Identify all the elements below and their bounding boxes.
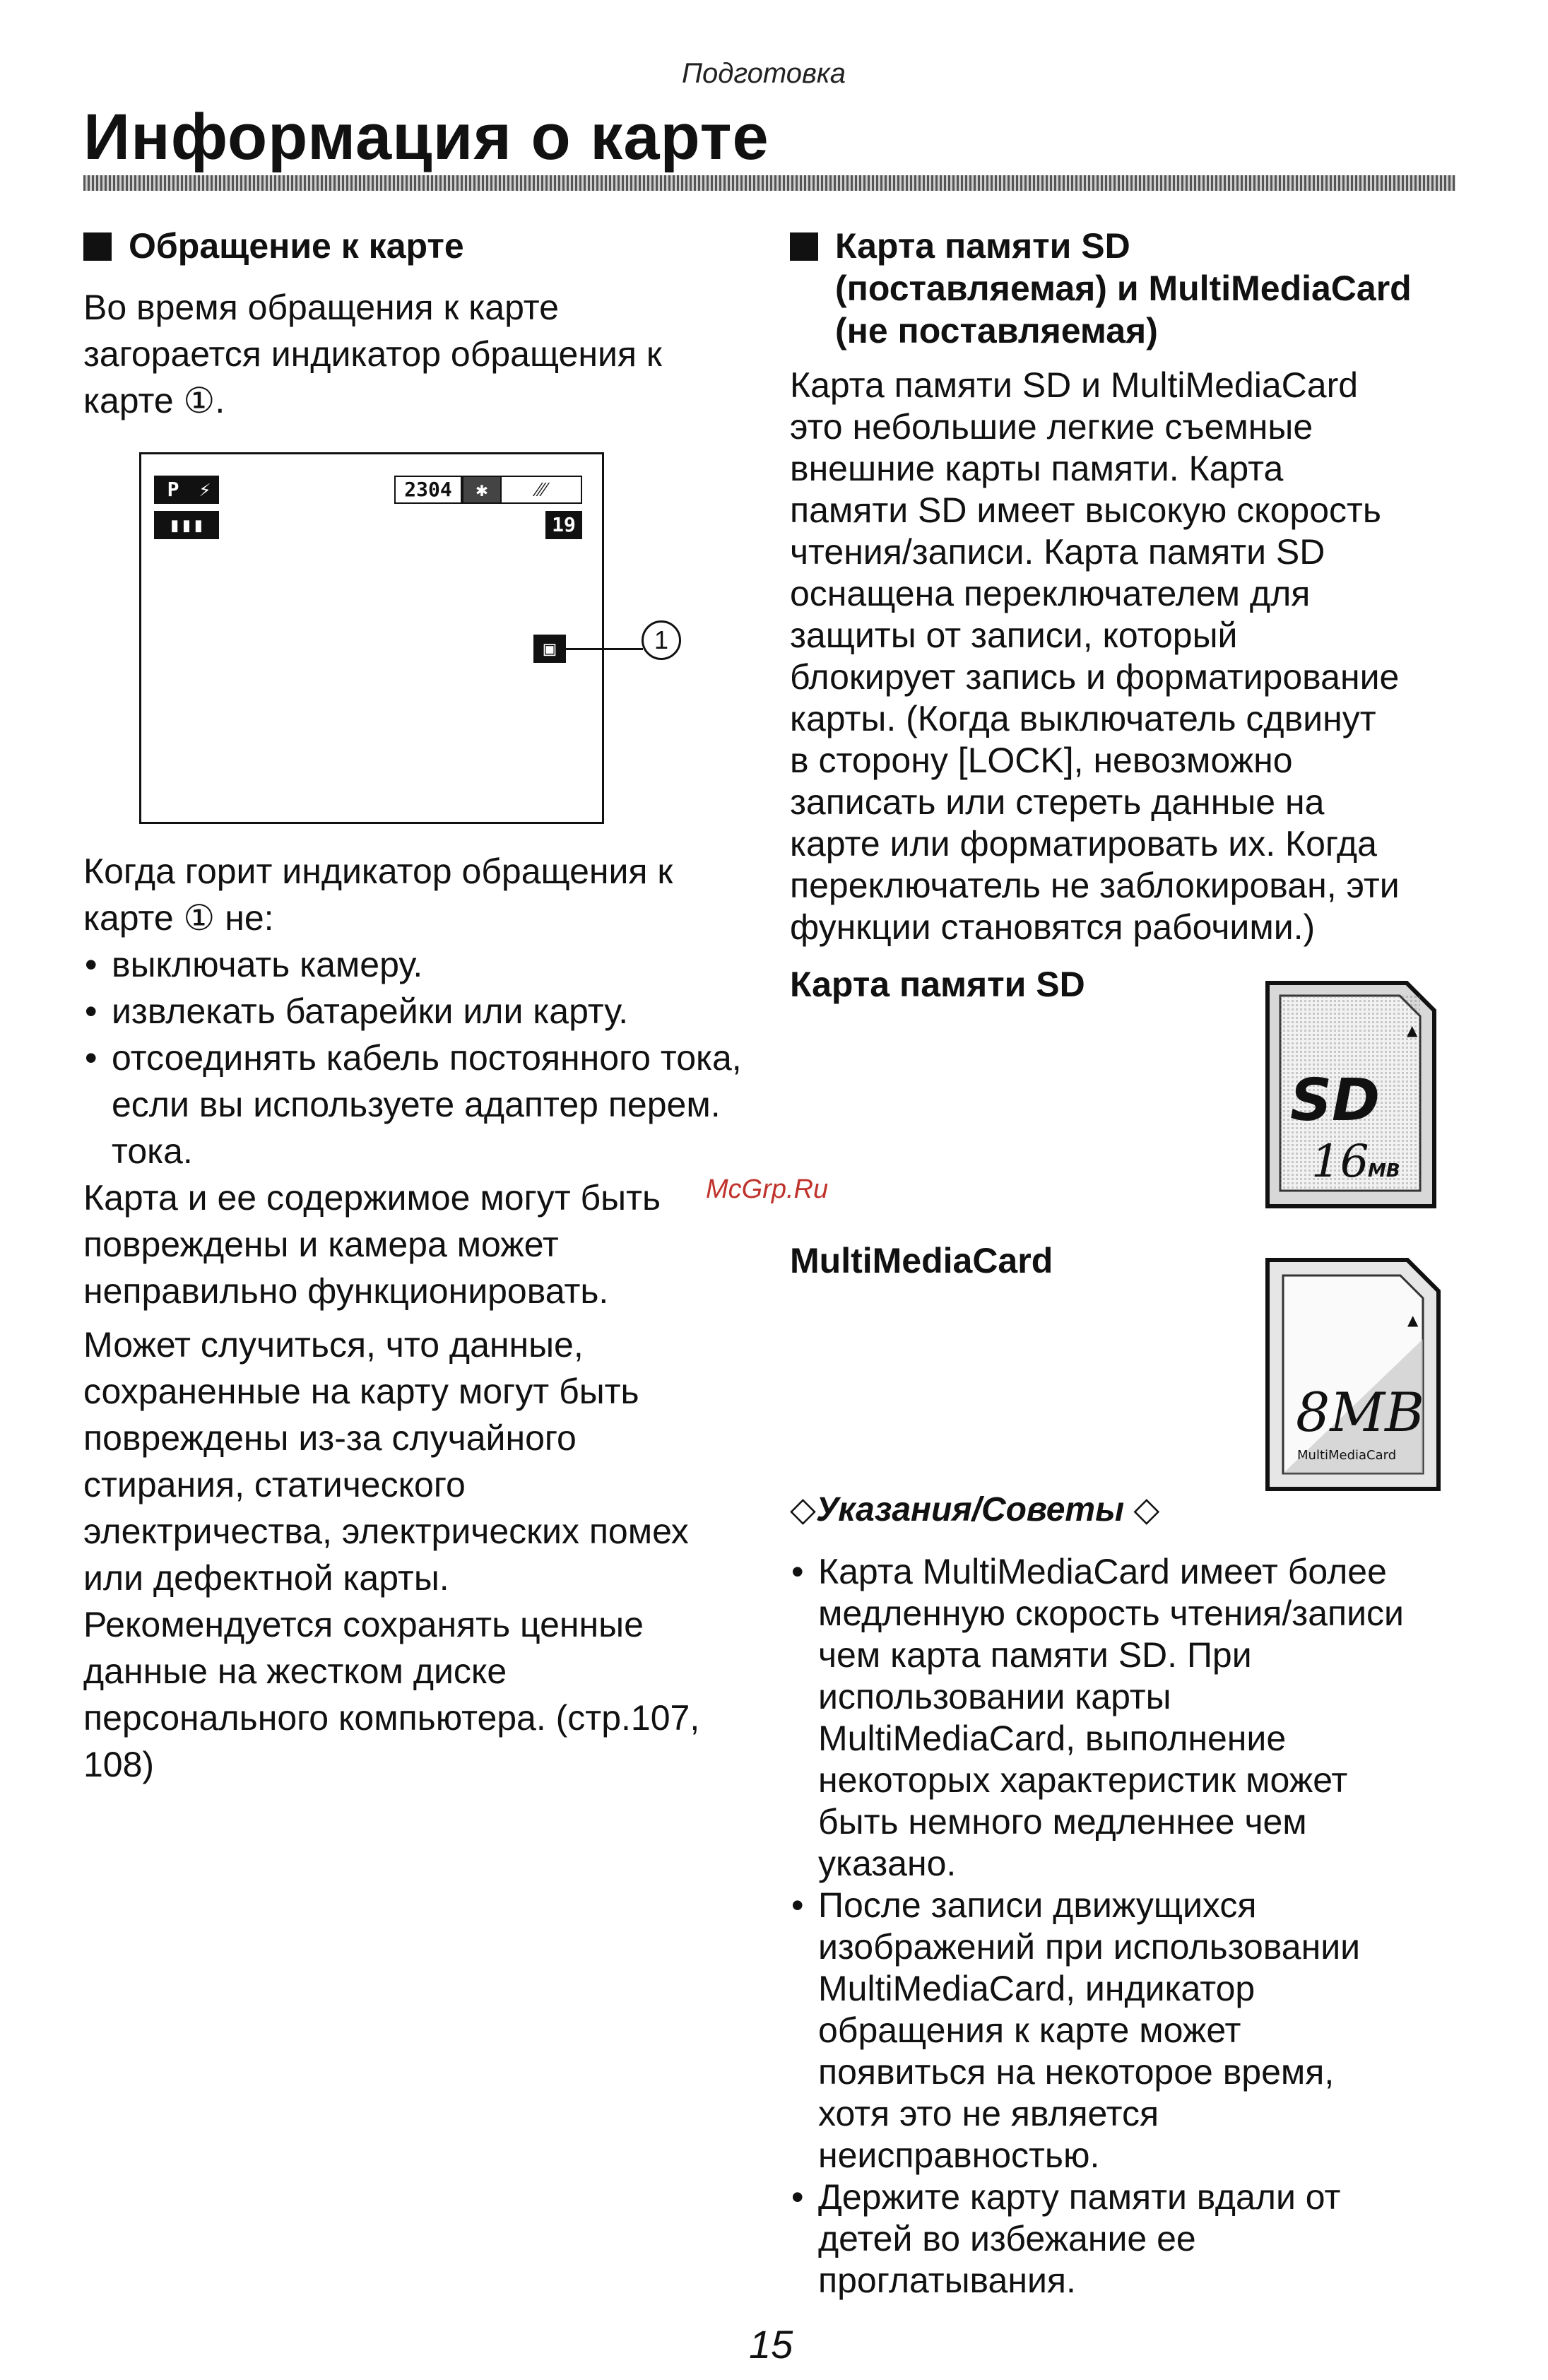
lock-arrow-icon: ▲ [1407,1022,1418,1039]
section-label: Подготовка [682,58,846,89]
sd-logo: SD [1290,1067,1381,1134]
callout-line [565,648,643,650]
mmc-card-illustration [1262,1254,1444,1495]
page-title: Информация о карте [83,101,769,173]
warning-list [83,941,755,1174]
access-intro: Во время обращения к карте загорается индикатор обращения к карте ①. [83,288,662,420]
quality-icon: ✱ [462,476,502,504]
sd-capacity: 16 [1311,1136,1369,1188]
image-size-icon: ⁄⁄⁄ [500,476,582,504]
list-item: • После записи движущихся изображений при использовании MultiMediaCard, индикатор обращения к карте может появиться на некоторое время, хотя это не является неисправностью. [791,1885,1361,2175]
sd-card-illustration [1262,979,1438,1212]
callout-marker: 1 [642,620,681,660]
sd-card-label: Карта памяти SD [790,965,1085,1004]
mmc-capacity: 8MB [1296,1381,1425,1444]
card-description: Карта памяти SD и MultiMediaCard это небольшие легкие съемные внешние карты памяти. Карта памяти SD имеет высокую скорость чтения/записи. Карта памяти SD оснащена переключателем для защиты от записи, который блокирует запись и форматирование карты. (Когда выключатель сдвинут в сторону [LOCK], невозможно записать или стереть данные на карте или форматировать их. Когда переключатель не заблокирован, эти функции становятся рабочими.) [790,365,1400,947]
battery-icon: ▮▮▮ [154,511,219,539]
card-access-icon: ▣ [533,635,566,663]
mmc-brand: MultiMediaCard [1297,1448,1397,1463]
mmc-label: MultiMediaCard [790,1241,1053,1280]
camera-screen-illustration [139,452,604,824]
list-item: • Карта MultiMediaCard имеет более медленную скорость чтения/записи чем карта памяти SD. При использовании карты MultiMediaCard, выполнение некоторых характеристик может быть немного медленнее чем указано. [791,1552,1404,1883]
access-heading: Обращение к карте [83,225,464,267]
sd-capacity-unit: MB [1368,1160,1400,1182]
square-bullet-icon [83,232,112,261]
list-item: • отсоединять кабель постоянного тока, если вы используете адаптер перем. тока. [83,1035,755,1174]
warning-block: Когда горит индикатор обращения к карте ① не: • выключать камеру. • извлекать батарейки или карту. • отсоединять кабель постоянного тока, если вы используете адаптер перем. тока. Карта и ее содержимое могут быть повреждены и камера может неправильно функционировать. [83,848,755,1314]
list-item: • извлекать батарейки или карту. [83,988,755,1035]
square-bullet-icon [790,232,818,261]
watermark: McGrp.Ru [706,1174,829,1204]
list-item: • выключать камеру. [83,941,755,988]
resolution-indicator: 2304 [394,476,462,504]
page-number: 15 [749,2322,793,2367]
card-heading: Карта памяти SD (поставляемая) и MultiMediaCard (не поставляемая) [790,225,1496,352]
title-divider [83,175,1455,191]
remaining-shots: 19 [545,511,582,539]
mode-badge: P [154,476,192,504]
data-loss-paragraph: Может случиться, что данные, сохраненные на карту могут быть повреждены из-за случайного стирания, статического электричества, электрических помех или дефектной карты. Рекомендуется сохранять ценные данные на жестком диске персонального компьютера. (стр.107, 108) [83,1325,700,1784]
insert-arrow-icon: ▲ [1407,1312,1419,1329]
list-item: • Держите карту памяти вдали от детей во избежание ее проглатывания. [791,2177,1341,2300]
flash-auto-icon: ⚡ [191,476,219,504]
tips-heading: ◇Указания/Советы ◇ [790,1491,1160,1528]
tips-list [790,1551,1511,2302]
